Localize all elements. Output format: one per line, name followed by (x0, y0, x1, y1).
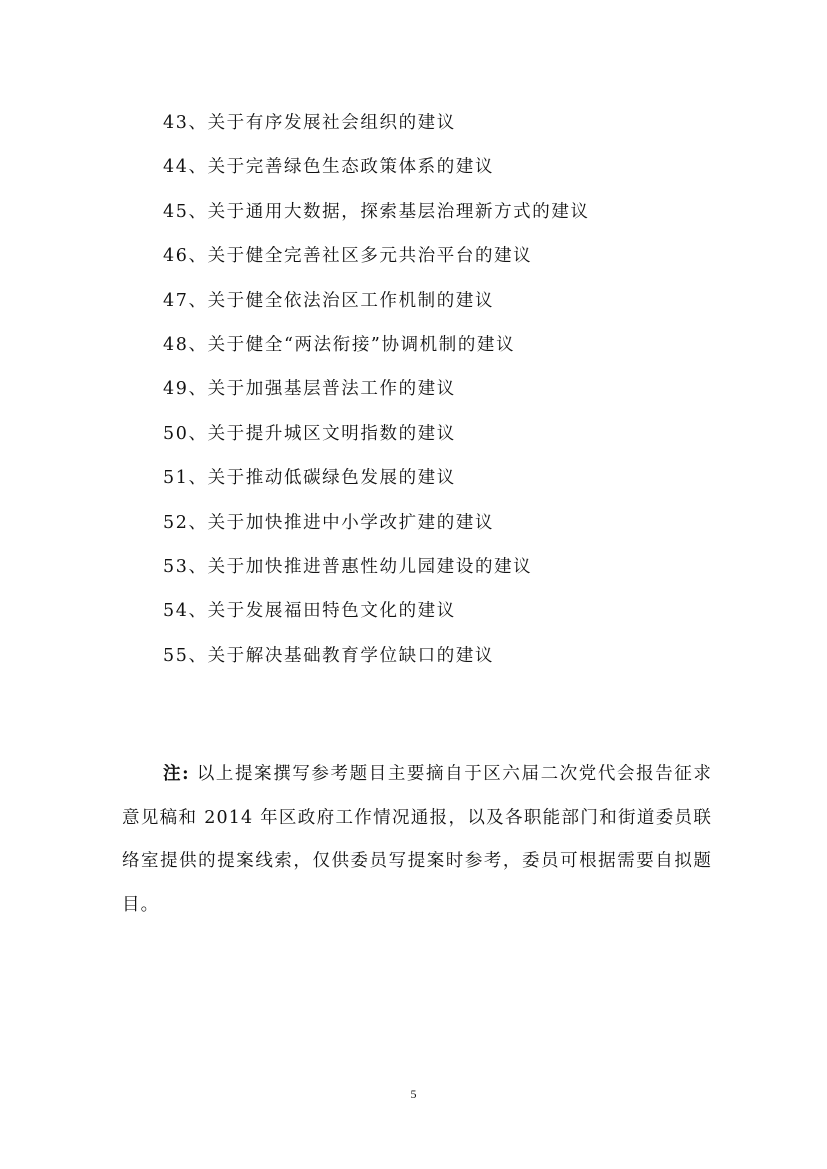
item-separator: 、 (188, 246, 208, 267)
item-text: 关于提升城区文明指数的建议 (207, 423, 456, 444)
item-number: 45 (163, 201, 189, 222)
item-number: 53 (163, 556, 189, 577)
item-text: 关于加快推进普惠性幼儿园建设的建议 (207, 556, 533, 577)
item-text: 关于通用大数据，探索基层治理新方式的建议 (207, 201, 590, 222)
list-item (163, 197, 723, 241)
item-number: 48 (163, 334, 189, 355)
list-item (163, 374, 723, 418)
item-text: 关于解决基础教育学位缺口的建议 (207, 645, 495, 666)
item-number: 50 (163, 423, 189, 444)
item-text: 关于完善绿色生态政策体系的建议 (207, 157, 495, 178)
item-separator: 、 (188, 423, 208, 444)
item-separator: 、 (188, 113, 208, 133)
item-number: 51 (163, 468, 189, 489)
item-separator: 、 (188, 201, 208, 222)
item-text: 关于发展福田特色文化的建议 (207, 601, 456, 622)
list-item (163, 108, 723, 152)
item-text: 关于健全完善社区多元共治平台的建议 (207, 246, 533, 267)
list-item (163, 508, 723, 552)
item-number: 52 (163, 512, 189, 533)
note-text: 以上提案撰写参考题目主要摘自于区六届二次党代会报告征求意见稿和 2014 年区政府工作情况通报，以及各职能部门和街道委员联络室提供的提案线索，仅供委员写提案时参考，委员可根据需要自拟题目。 (122, 764, 712, 915)
list-item (163, 419, 723, 463)
item-number: 43 (163, 113, 189, 133)
item-text: 关于健全“两法衔接”协调机制的建议 (207, 334, 516, 355)
item-text: 关于加快推进中小学改扩建的建议 (207, 512, 495, 533)
list-item (163, 641, 723, 685)
list-item (163, 552, 723, 596)
item-separator: 、 (188, 334, 208, 355)
note-label: 注: (163, 764, 190, 784)
item-separator: 、 (188, 512, 208, 533)
list-item (163, 463, 723, 507)
list-item (163, 286, 723, 330)
list-item (163, 596, 723, 640)
item-number: 47 (163, 290, 189, 311)
item-separator: 、 (188, 290, 208, 311)
item-number: 49 (163, 379, 189, 400)
item-number: 55 (163, 645, 189, 666)
item-number: 44 (163, 157, 189, 178)
item-text: 关于推动低碳绿色发展的建议 (207, 468, 456, 489)
item-separator: 、 (188, 601, 208, 622)
item-separator: 、 (188, 468, 208, 489)
list-item (163, 330, 723, 374)
item-number: 54 (163, 601, 189, 622)
list-item (163, 152, 723, 196)
item-text: 关于加强基层普法工作的建议 (207, 379, 456, 400)
item-separator: 、 (188, 556, 208, 577)
page-number: 5 (410, 1087, 417, 1101)
proposal-topic-list (163, 108, 723, 685)
item-separator: 、 (188, 645, 208, 666)
item-text: 关于有序发展社会组织的建议 (207, 113, 456, 133)
note-paragraph (122, 753, 712, 927)
list-item (163, 241, 723, 285)
item-text: 关于健全依法治区工作机制的建议 (207, 290, 495, 311)
item-number: 46 (163, 246, 189, 267)
item-separator: 、 (188, 157, 208, 178)
item-separator: 、 (188, 379, 208, 400)
